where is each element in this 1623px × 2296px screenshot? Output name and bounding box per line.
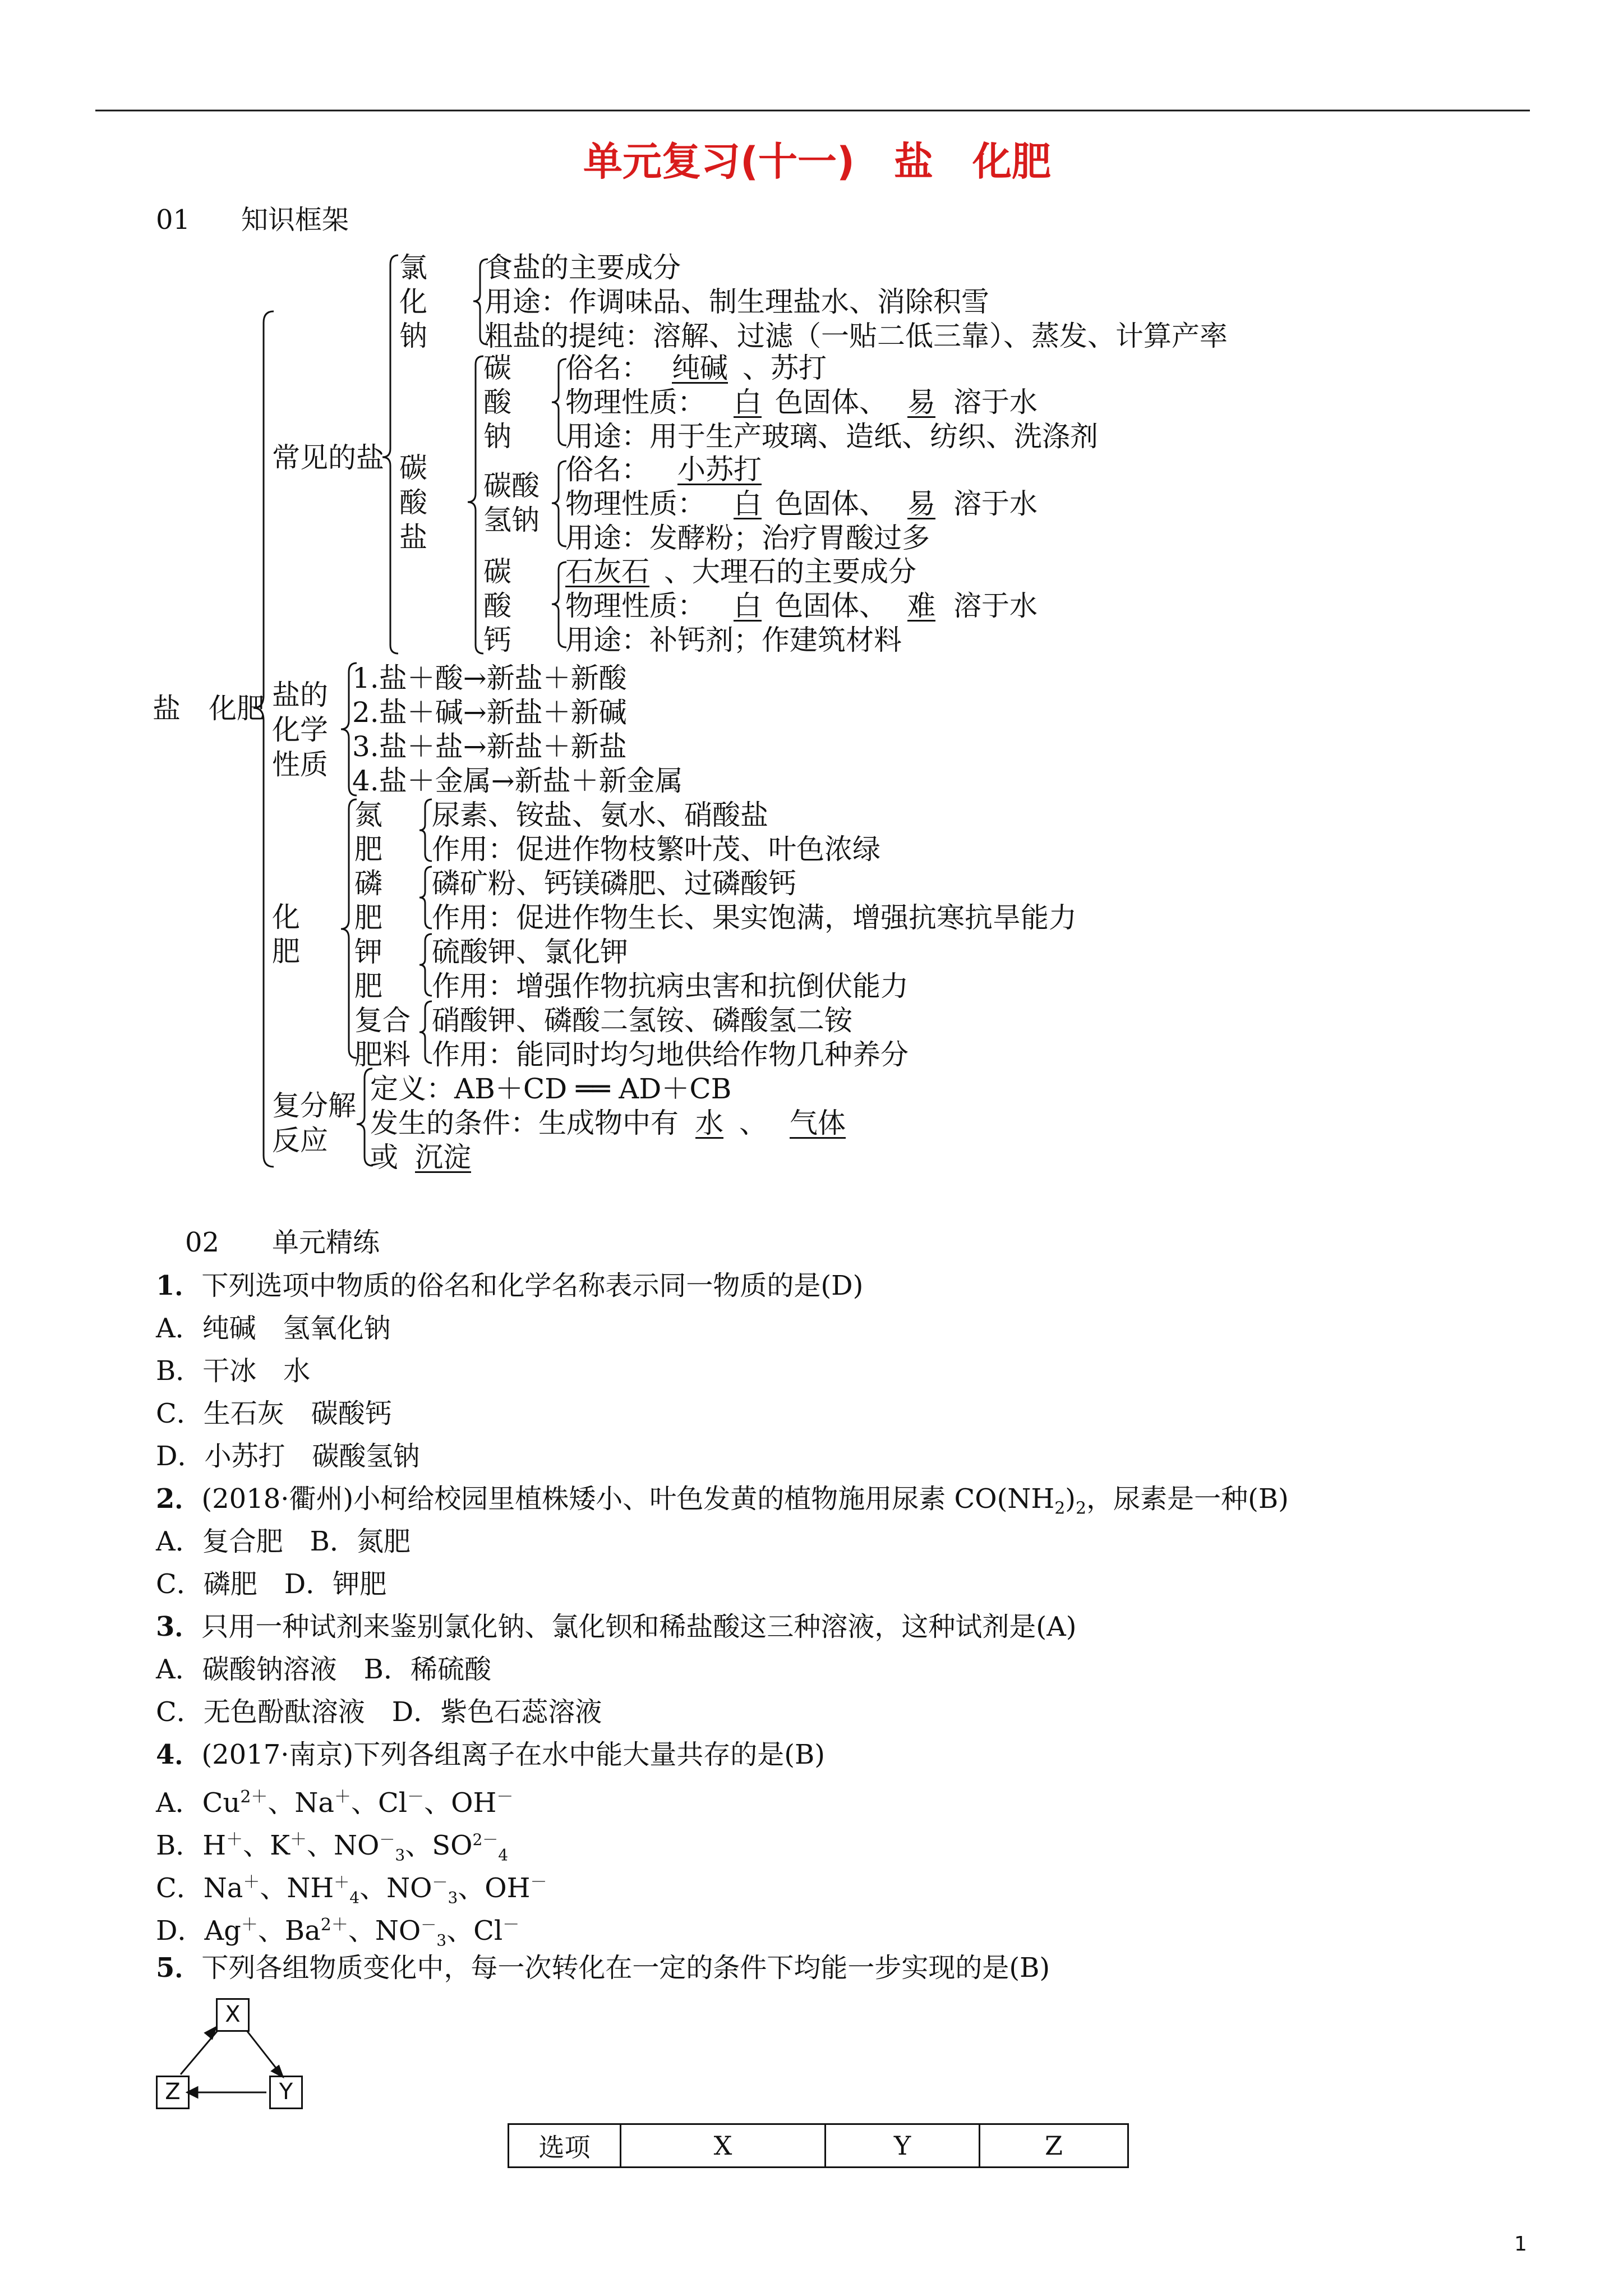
table-header-cell: X [621,2124,826,2168]
k-fert-item: 作用：增强作物抗病虫害和抗倒伏能力 [432,970,909,1002]
k-fert-brace [419,934,432,996]
nahco3-uses: 用途：发酵粉；治疗胃酸过多 [565,522,930,554]
na2co3-properties: 物理性质： 白 色固体、 易 溶于水 [565,386,1038,418]
section-2-number: 02 [185,1227,220,1258]
n-fert-item: 作用：促进作物枝繁叶茂、叶色浓绿 [432,833,880,866]
caco3-common-name: 石灰石 、大理石的主要成分 [565,555,916,588]
n-fert-brace [419,799,432,861]
common-salts-label: 常见的盐 [272,441,384,474]
double-conditions: 发生的条件：生成物中有 水 、 气体 [370,1107,846,1139]
double-definition: 定义：AB＋CD ══ AD＋CB [370,1073,732,1105]
question-2: 2．(2018·衢州)小柯给校园里植株矮小、叶色发黄的植物施用尿素 $CO(NH_2)_2$，尿素是一种(B) [156,1483,1289,1519]
nacl-item: 用途：作调味品、制生理盐水、消除积雪 [485,286,989,318]
nahco3-common-name: 俗名： 小苏打 [565,453,762,486]
chem-prop-item: 1.盐＋酸→新盐＋新酸 [352,662,627,694]
framework-root: 盐 化肥 [153,692,265,725]
nahco3-brace [552,461,566,546]
section-1-number: 01 [156,204,191,236]
q3-option: A．碳酸钠溶液 B．稀硫酸 [156,1654,491,1685]
caco3-uses: 用途：补钙剂；作建筑材料 [565,624,902,656]
page-title: 单元复习(十一) 盐 化肥 [583,139,1051,185]
q1-option: C．生石灰 碳酸钙 [156,1398,392,1429]
q1-option: B．干冰 水 [156,1355,311,1387]
q1-option: D．小苏打 碳酸氢钠 [156,1441,420,1472]
diagram-node-x: X [216,1998,250,2032]
c-fert-item: 硝酸钾、磷酸二氢铵、磷酸氢二铵 [432,1004,852,1037]
diagram-node-y: Y [269,2076,303,2109]
page-number: 1 [1514,2233,1527,2256]
q4-option-a: A．$Cu^{2+}$、Na＋、Cl－、OH－ [156,1787,514,1819]
section-1-label: 知识框架 [241,204,349,236]
table-header-cell: Z [980,2124,1128,2168]
na2co3-brace [552,359,566,445]
caco3-properties: 物理性质： 白 色固体、 难 溶于水 [565,590,1038,622]
section-2-label: 单元精练 [272,1227,380,1258]
chem-prop-item: 4.盐＋金属→新盐＋新金属 [352,765,683,797]
q2-option: C．磷肥 D．钾肥 [156,1568,387,1600]
q4-option-b: B．H＋、K＋、$NO^-_3$、$SO^{2-}_4$ [156,1830,509,1865]
table-row [509,2124,1128,2168]
chem-prop-item: 3.盐＋盐→新盐＋新盐 [352,730,627,763]
p-fert-brace [419,867,432,928]
table-header-cell: 选项 [509,2124,621,2168]
q4-option-c: C．Na＋、$NH^+_4$、$NO^-_3$、OH－ [156,1872,547,1907]
chem-prop-item: 2.盐＋碱→新盐＋新碱 [352,696,627,729]
nacl-item: 粗盐的提纯：溶解、过滤（一贴二低三靠）、蒸发、计算产率 [485,320,1228,352]
nacl-item: 食盐的主要成分 [485,251,681,284]
q4-option-d: D．Ag＋、$Ba^{2+}$、$NO^-_3$、Cl－ [156,1915,520,1950]
q2-option: A．复合肥 B．氮肥 [156,1526,411,1557]
question-5: 5．下列各组物质变化中，每一次转化在一定的条件下均能一步实现的是(B) [156,1952,1050,1984]
na2co3-common-name: 俗名： 纯碱 、苏打 [565,352,827,384]
p-fert-item: 磷矿粉、钙镁磷肥、过磷酸钙 [432,867,796,900]
q3-option: C．无色酚酞溶液 D．紫色石蕊溶液 [156,1696,602,1728]
nahco3-properties: 物理性质： 白 色固体、 易 溶于水 [565,487,1038,520]
question-1: 1．下列选项中物质的俗名和化学名称表示同一物质的是(D) [156,1270,864,1301]
question-4: 4．(2017·南京)下列各组离子在水中能大量共存的是(B) [156,1739,826,1770]
na2co3-uses: 用途：用于生产玻璃、造纸、纺织、洗涤剂 [565,420,1098,453]
c-fert-item: 作用：能同时均匀地供给作物几种养分 [432,1038,909,1071]
c-fert-brace [419,1001,432,1063]
caco3-brace [552,562,566,647]
p-fert-item: 作用：促进作物生长、果实饱满，增强抗寒抗旱能力 [432,901,1077,934]
q1-option: A．纯碱 氢氧化钠 [156,1313,391,1344]
carbonate-brace [468,356,483,654]
table-header-cell: Y [826,2124,980,2168]
common-salts-brace [382,255,398,654]
n-fert-item: 尿素、铵盐、氨水、硝酸盐 [432,799,768,831]
options-table [508,2123,1129,2168]
k-fert-item: 硫酸钾、氯化钾 [432,936,628,968]
question-3: 3．只用一种试剂来鉴别氯化钠、氯化钡和稀盐酸这三种溶液，这种试剂是(A) [156,1611,1077,1642]
root-brace [253,311,274,1167]
diagram-node-z: Z [156,2076,190,2109]
double-conditions-cont: 或 沉淀 [370,1141,471,1174]
